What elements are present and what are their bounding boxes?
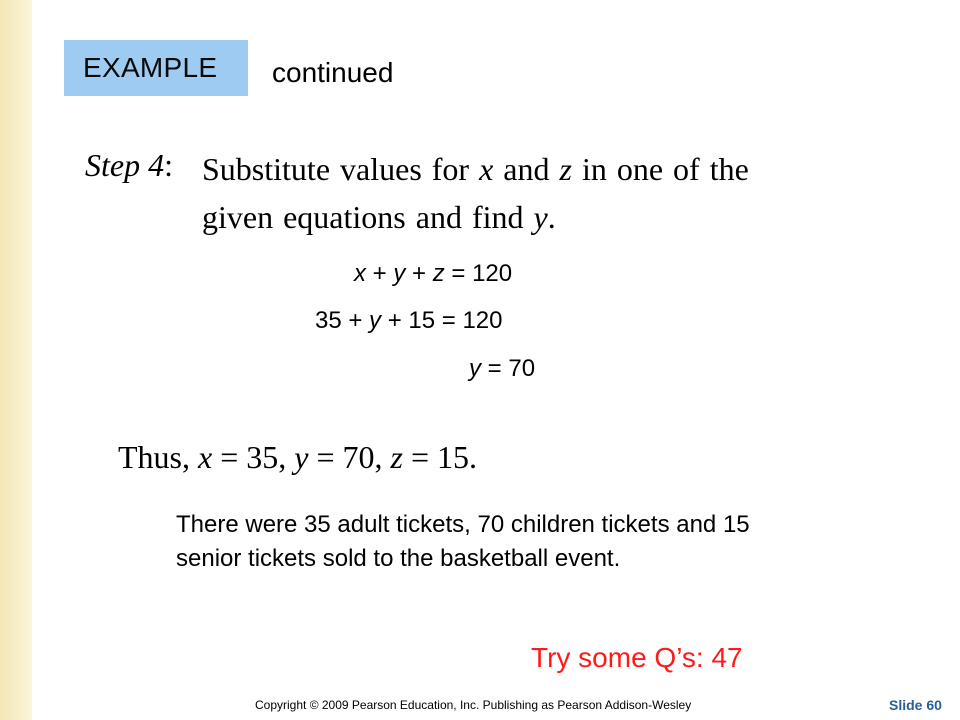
left-decorative-band [0,0,32,720]
step-name: Step 4 [85,147,165,183]
solution-summary: Thus, x = 35, y = 70, z = 15. [118,439,477,475]
equation-1: x + y + z = 120 [354,260,513,287]
var-z: z [559,151,572,187]
equation-2: 35 + y + 15 = 120 [315,307,503,334]
answer-paragraph: There were 35 adult tickets, 70 children tickets and 15 senior tickets sold to the basketball event. [176,511,750,572]
step-line-1: Substitute values for x and z in one of the [202,151,749,187]
example-label: EXAMPLE [83,52,218,83]
copyright-footer: Copyright © 2009 Pearson Education, Inc. Publishing as Pearson Addison-Wesley [255,698,692,712]
try-questions-link: Try some Q’s: 47 [531,642,743,673]
step-instruction [202,145,902,241]
var-y: y [533,199,548,235]
continued-label: continued [272,57,394,88]
step-label [85,145,173,185]
slide-number: Slide 60 [889,697,942,713]
step-colon: : [164,147,173,183]
var-x: x [479,151,494,187]
equation-3: y = 70 [469,355,536,382]
step-line-2: given equations and find y. [202,199,556,235]
